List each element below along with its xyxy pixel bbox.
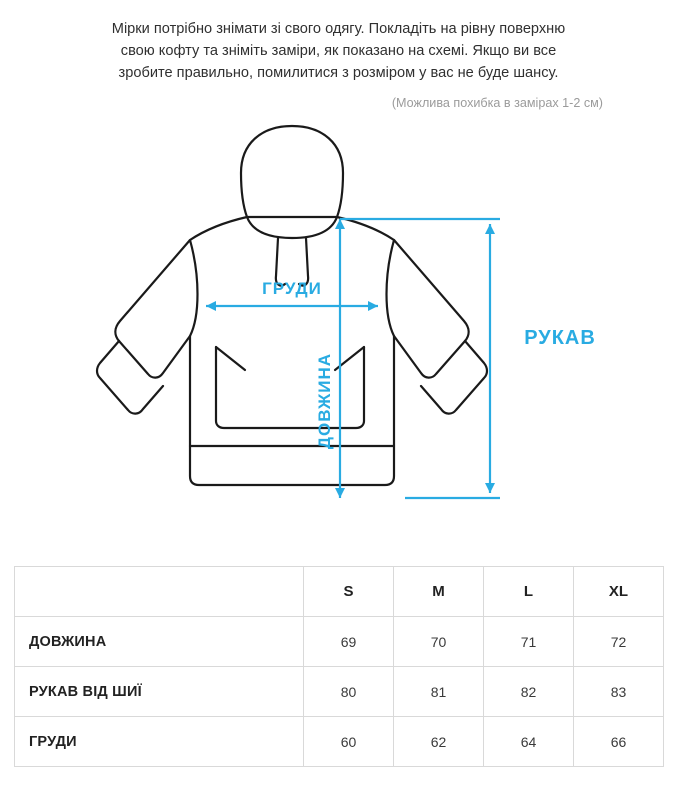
cell-chest-s: 60 <box>304 717 394 767</box>
cell-length-l: 71 <box>484 617 574 667</box>
hoodie-diagram <box>0 116 677 536</box>
cell-sleeve-l: 82 <box>484 667 574 717</box>
row-label-length: ДОВЖИНА <box>15 617 304 667</box>
cell-length-m: 70 <box>394 617 484 667</box>
table-header-row <box>15 567 664 617</box>
cell-chest-l: 64 <box>484 717 574 767</box>
row-label-chest: ГРУДИ <box>15 717 304 767</box>
row-label-sleeve: РУКАВ ВІД ШИЇ <box>15 667 304 717</box>
chest-arrow-head-left <box>206 301 216 311</box>
cell-length-xl: 72 <box>574 617 664 667</box>
chest-label: ГРУДИ <box>262 279 322 298</box>
length-label: ДОВЖИНА <box>315 352 334 450</box>
chest-arrow-head-right <box>368 301 378 311</box>
size-header-xl: XL <box>574 567 664 617</box>
sleeve-label: РУКАВ <box>524 327 596 349</box>
table-row <box>15 617 664 667</box>
size-table <box>14 566 664 767</box>
sleeve-arrow-head-bottom <box>485 483 495 493</box>
cell-chest-xl: 66 <box>574 717 664 767</box>
cell-length-s: 69 <box>304 617 394 667</box>
intro-line-1: Мірки потрібно знімати зі свого одягу. Покладіть на рівну поверхню <box>111 21 566 37</box>
table-row <box>15 667 664 717</box>
left-raglan-seam <box>190 240 198 336</box>
table-row <box>15 717 664 767</box>
size-header-s: S <box>304 567 394 617</box>
table-corner-cell <box>15 567 304 617</box>
cell-sleeve-m: 81 <box>394 667 484 717</box>
intro-line-3: зробите правильно, помилитися з розміром у вас не буде шансу. <box>118 65 559 81</box>
cell-sleeve-xl: 83 <box>574 667 664 717</box>
hood-outline <box>241 126 343 217</box>
length-arrow-head-bottom <box>335 488 345 498</box>
cell-chest-m: 62 <box>394 717 484 767</box>
hood-inner-outline <box>247 217 337 238</box>
intro-text <box>0 0 677 110</box>
pocket-left-opening <box>216 347 245 370</box>
size-table-wrap <box>14 566 663 767</box>
right-raglan-seam <box>387 240 395 336</box>
body-outline <box>115 217 468 485</box>
intro-line-2: свою кофту та зніміть заміри, як показано на схемі. Якщо ви все <box>120 43 557 59</box>
kangaroo-pocket <box>216 347 364 428</box>
sleeve-arrow-head-top <box>485 224 495 234</box>
size-header-m: M <box>394 567 484 617</box>
measurement-arrows <box>206 219 500 498</box>
measurement-tolerance-note: (Можлива похибка в замірах 1-2 см) <box>391 96 603 110</box>
size-header-l: L <box>484 567 574 617</box>
cell-sleeve-s: 80 <box>304 667 394 717</box>
